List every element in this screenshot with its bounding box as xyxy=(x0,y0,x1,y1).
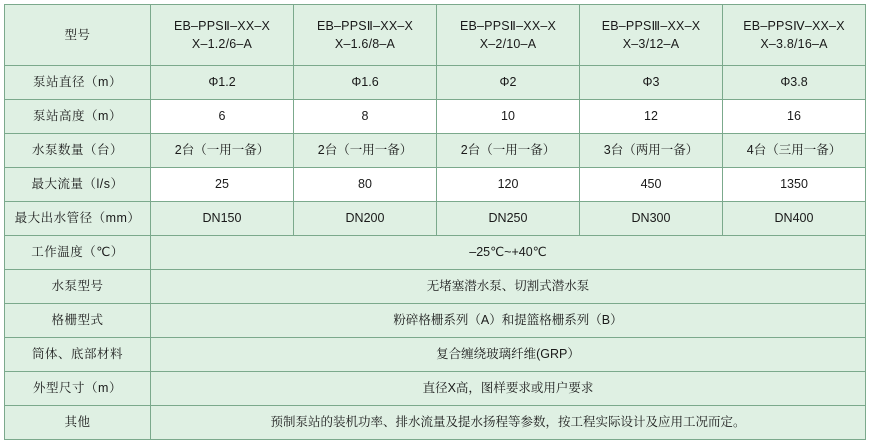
cell-max-flow-1: 25 xyxy=(151,167,294,201)
model-header-cell-3 xyxy=(437,5,580,66)
cell-height-4: 12 xyxy=(580,99,723,133)
row-label-dimensions: 外型尺寸（m） xyxy=(5,371,151,405)
cell-pump-count-2: 2台（一用一备） xyxy=(294,133,437,167)
cell-pump-count-3: 2台（一用一备） xyxy=(437,133,580,167)
cell-other: 预制泵站的装机功率、排水流量及提水扬程等参数，按工程实际设计及应用工况而定。 xyxy=(151,405,866,439)
cell-height-1: 6 xyxy=(151,99,294,133)
model-line-5b: X–3.8/16–A xyxy=(760,36,828,51)
specification-table xyxy=(4,4,866,440)
table-row xyxy=(5,371,866,405)
cell-outlet-diameter-2: DN200 xyxy=(294,201,437,235)
model-header-cell-1 xyxy=(151,5,294,66)
row-label-grille-type: 格栅型式 xyxy=(5,303,151,337)
cell-pump-count-5: 4台（三用一备） xyxy=(723,133,866,167)
row-label-outlet-diameter: 最大出水管径（mm） xyxy=(5,201,151,235)
table-row xyxy=(5,133,866,167)
cell-height-5: 16 xyxy=(723,99,866,133)
cell-outlet-diameter-3: DN250 xyxy=(437,201,580,235)
cell-height-3: 10 xyxy=(437,99,580,133)
model-line-1a: EB–PPSⅡ–XX–X xyxy=(173,18,271,33)
cell-diameter-4: Φ3 xyxy=(580,65,723,99)
table-row xyxy=(5,405,866,439)
cell-outlet-diameter-1: DN150 xyxy=(151,201,294,235)
header-label-cell: 型号 xyxy=(5,5,151,66)
cell-max-flow-2: 80 xyxy=(294,167,437,201)
table-row xyxy=(5,269,866,303)
row-label-pump-model: 水泵型号 xyxy=(5,269,151,303)
cell-dimensions: 直径X高，图样要求或用户要求 xyxy=(151,371,866,405)
cell-max-flow-4: 450 xyxy=(580,167,723,201)
cell-outlet-diameter-4: DN300 xyxy=(580,201,723,235)
row-label-working-temperature: 工作温度（℃） xyxy=(5,235,151,269)
table-header-row xyxy=(5,5,866,66)
table-row xyxy=(5,235,866,269)
table-row xyxy=(5,201,866,235)
cell-max-flow-3: 120 xyxy=(437,167,580,201)
row-label-pump-count: 水泵数量（台） xyxy=(5,133,151,167)
model-line-4b: X–3/12–A xyxy=(622,36,680,51)
table-row xyxy=(5,337,866,371)
model-line-5a: EB–PPSⅣ–XX–X xyxy=(743,18,845,33)
table-row xyxy=(5,65,866,99)
cell-pump-model: 无堵塞潜水泵、切割式潜水泵 xyxy=(151,269,866,303)
row-label-height: 泵站高度（m） xyxy=(5,99,151,133)
model-line-3a: EB–PPSⅡ–XX–X xyxy=(459,18,557,33)
model-line-1b: X–1.2/6–A xyxy=(191,36,253,51)
model-line-2a: EB–PPSⅡ–XX–X xyxy=(316,18,414,33)
row-label-body-material: 筒体、底部材料 xyxy=(5,337,151,371)
cell-outlet-diameter-5: DN400 xyxy=(723,201,866,235)
model-header-cell-5 xyxy=(723,5,866,66)
cell-pump-count-1: 2台（一用一备） xyxy=(151,133,294,167)
cell-body-material: 复合缠绕玻璃纤维(GRP） xyxy=(151,337,866,371)
cell-diameter-3: Φ2 xyxy=(437,65,580,99)
cell-max-flow-5: 1350 xyxy=(723,167,866,201)
cell-height-2: 8 xyxy=(294,99,437,133)
row-label-diameter: 泵站直径（m） xyxy=(5,65,151,99)
table-row xyxy=(5,303,866,337)
model-line-3b: X–2/10–A xyxy=(479,36,537,51)
table-row xyxy=(5,99,866,133)
cell-diameter-5: Φ3.8 xyxy=(723,65,866,99)
row-label-other: 其他 xyxy=(5,405,151,439)
cell-grille-type: 粉碎格栅系列（A）和提篮格栅系列（B） xyxy=(151,303,866,337)
cell-pump-count-4: 3台（两用一备） xyxy=(580,133,723,167)
model-line-4a: EB–PPSⅢ–XX–X xyxy=(601,18,701,33)
cell-diameter-1: Φ1.2 xyxy=(151,65,294,99)
model-header-cell-2 xyxy=(294,5,437,66)
row-label-max-flow: 最大流量（l/s） xyxy=(5,167,151,201)
model-header-cell-4 xyxy=(580,5,723,66)
model-line-2b: X–1.6/8–A xyxy=(334,36,396,51)
cell-working-temperature: –25℃~+40℃ xyxy=(151,235,866,269)
cell-diameter-2: Φ1.6 xyxy=(294,65,437,99)
table-row xyxy=(5,167,866,201)
